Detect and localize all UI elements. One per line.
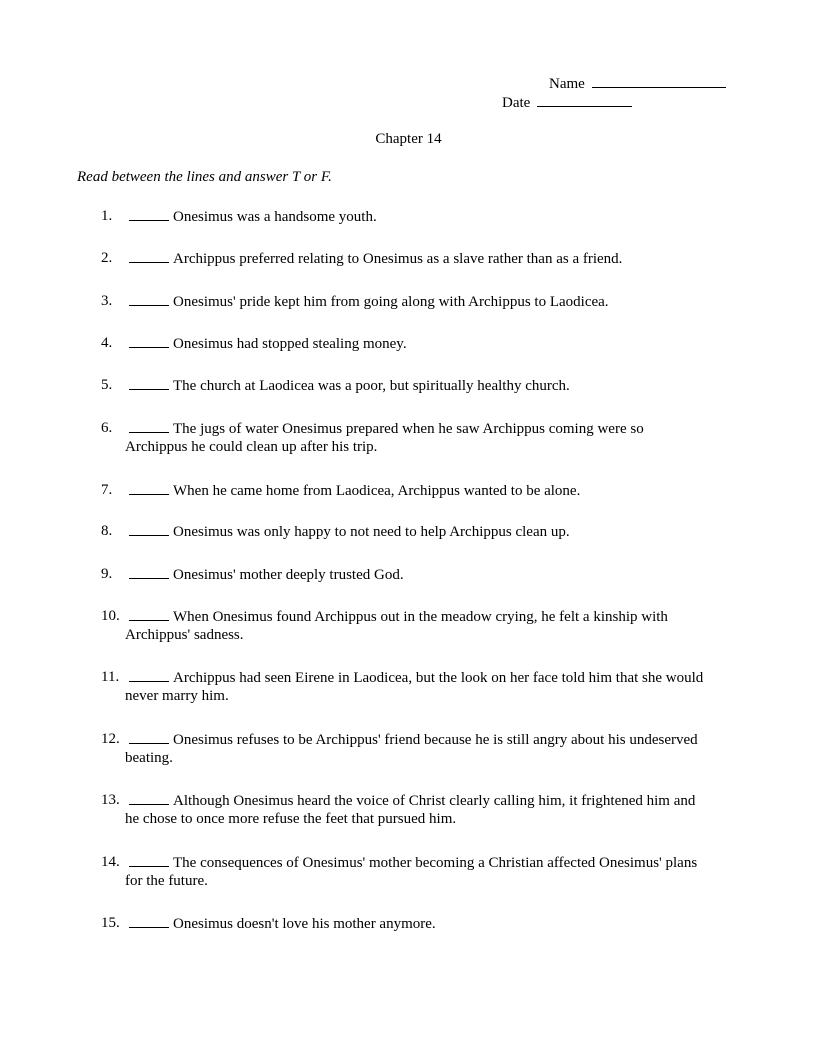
question-text-line (129, 730, 698, 750)
question-number: 1. (101, 208, 113, 224)
question-text-continuation (125, 810, 456, 829)
answer-blank[interactable] (129, 376, 169, 390)
name-field (549, 75, 726, 94)
answer-blank[interactable] (129, 914, 169, 928)
answer-blank[interactable] (129, 565, 169, 579)
answer-blank[interactable] (129, 607, 169, 621)
question-text: Onesimus was only happy to not need to help Archippus clean up. (173, 524, 570, 540)
question-text-line (129, 207, 377, 227)
question-text-line (129, 914, 436, 934)
question-number: 5. (101, 377, 113, 393)
question-text-line (129, 668, 703, 688)
question-number: 2. (101, 250, 113, 266)
question-number: 9. (101, 566, 113, 582)
question-text: When Onesimus found Archippus out in the meadow crying, he felt a kinship with (173, 609, 668, 625)
question-text-line (129, 376, 570, 396)
answer-blank[interactable] (129, 522, 169, 536)
question-text: Archippus had seen Eirene in Laodicea, but the look on her face told him that she would (173, 670, 704, 686)
question-text: Onesimus' pride kept him from going along with Archippus to Laodicea. (173, 294, 609, 310)
answer-blank[interactable] (129, 668, 169, 682)
question-text-line (129, 607, 668, 627)
answer-blank[interactable] (129, 292, 169, 306)
date-label: Date (502, 95, 531, 111)
question-number: 15. (101, 915, 120, 931)
question-text: Archippus' sadness. (125, 627, 244, 643)
question-text: Onesimus doesn't love his mother anymore. (173, 916, 436, 932)
instructions: Read between the lines and answer T or F. (77, 169, 332, 185)
question-text: for the future. (125, 873, 208, 889)
question-text-line (129, 853, 697, 873)
question-text: The consequences of Onesimus' mother becoming a Christian affected Onesimus' plans (173, 855, 698, 871)
question-number: 14. (101, 854, 120, 870)
question-text: Onesimus' mother deeply trusted God. (173, 567, 404, 583)
date-blank[interactable] (537, 94, 632, 107)
question-text-continuation (125, 626, 244, 645)
question-text-continuation (125, 749, 173, 768)
answer-blank[interactable] (129, 334, 169, 348)
answer-blank[interactable] (129, 207, 169, 221)
question-text-continuation (125, 438, 377, 457)
question-text-continuation (125, 687, 229, 706)
question-text: he chose to once more refuse the feet that pursued him. (125, 811, 457, 827)
question-text-line (129, 522, 570, 542)
question-number: 6. (101, 420, 113, 436)
question-number: 4. (101, 335, 113, 351)
question-text: Onesimus refuses to be Archippus' friend because he is still angry about his undeserved (173, 732, 698, 748)
answer-blank[interactable] (129, 249, 169, 263)
question-number: 11. (101, 669, 120, 685)
date-field (502, 94, 632, 113)
question-text-line (129, 334, 407, 354)
question-text: Archippus preferred relating to Onesimus as a slave rather than as a friend. (173, 251, 623, 267)
question-number: 3. (101, 293, 113, 309)
question-text-line (129, 791, 695, 811)
question-text: The church at Laodicea was a poor, but spiritually healthy church. (173, 378, 570, 394)
question-text: Although Onesimus heard the voice of Christ clearly calling him, it frightened him and (173, 793, 696, 809)
question-number: 12. (101, 731, 120, 747)
question-text: never marry him. (125, 688, 229, 704)
question-text-continuation (125, 872, 208, 891)
question-number: 10. (101, 608, 120, 624)
question-text: When he came home from Laodicea, Archippus wanted to be alone. (173, 483, 581, 499)
page-title: Chapter 14 (375, 131, 442, 147)
question-text-line (129, 292, 609, 312)
question-text-line (129, 249, 622, 269)
answer-blank[interactable] (129, 481, 169, 495)
question-number: 7. (101, 482, 113, 498)
question-text: The jugs of water Onesimus prepared when he saw Archippus coming were so (173, 421, 644, 437)
answer-blank[interactable] (129, 419, 169, 433)
question-text-line (129, 481, 580, 501)
question-text: Onesimus was a handsome youth. (173, 209, 377, 225)
question-text: Archippus he could clean up after his trip. (125, 439, 378, 455)
question-text: beating. (125, 750, 173, 766)
answer-blank[interactable] (129, 730, 169, 744)
question-text-line (129, 565, 404, 585)
name-label: Name (549, 76, 585, 92)
question-number: 13. (101, 792, 120, 808)
name-blank[interactable] (592, 75, 726, 88)
answer-blank[interactable] (129, 791, 169, 805)
question-number: 8. (101, 523, 113, 539)
question-text-line (129, 419, 644, 439)
question-text: Onesimus had stopped stealing money. (173, 336, 407, 352)
answer-blank[interactable] (129, 853, 169, 867)
